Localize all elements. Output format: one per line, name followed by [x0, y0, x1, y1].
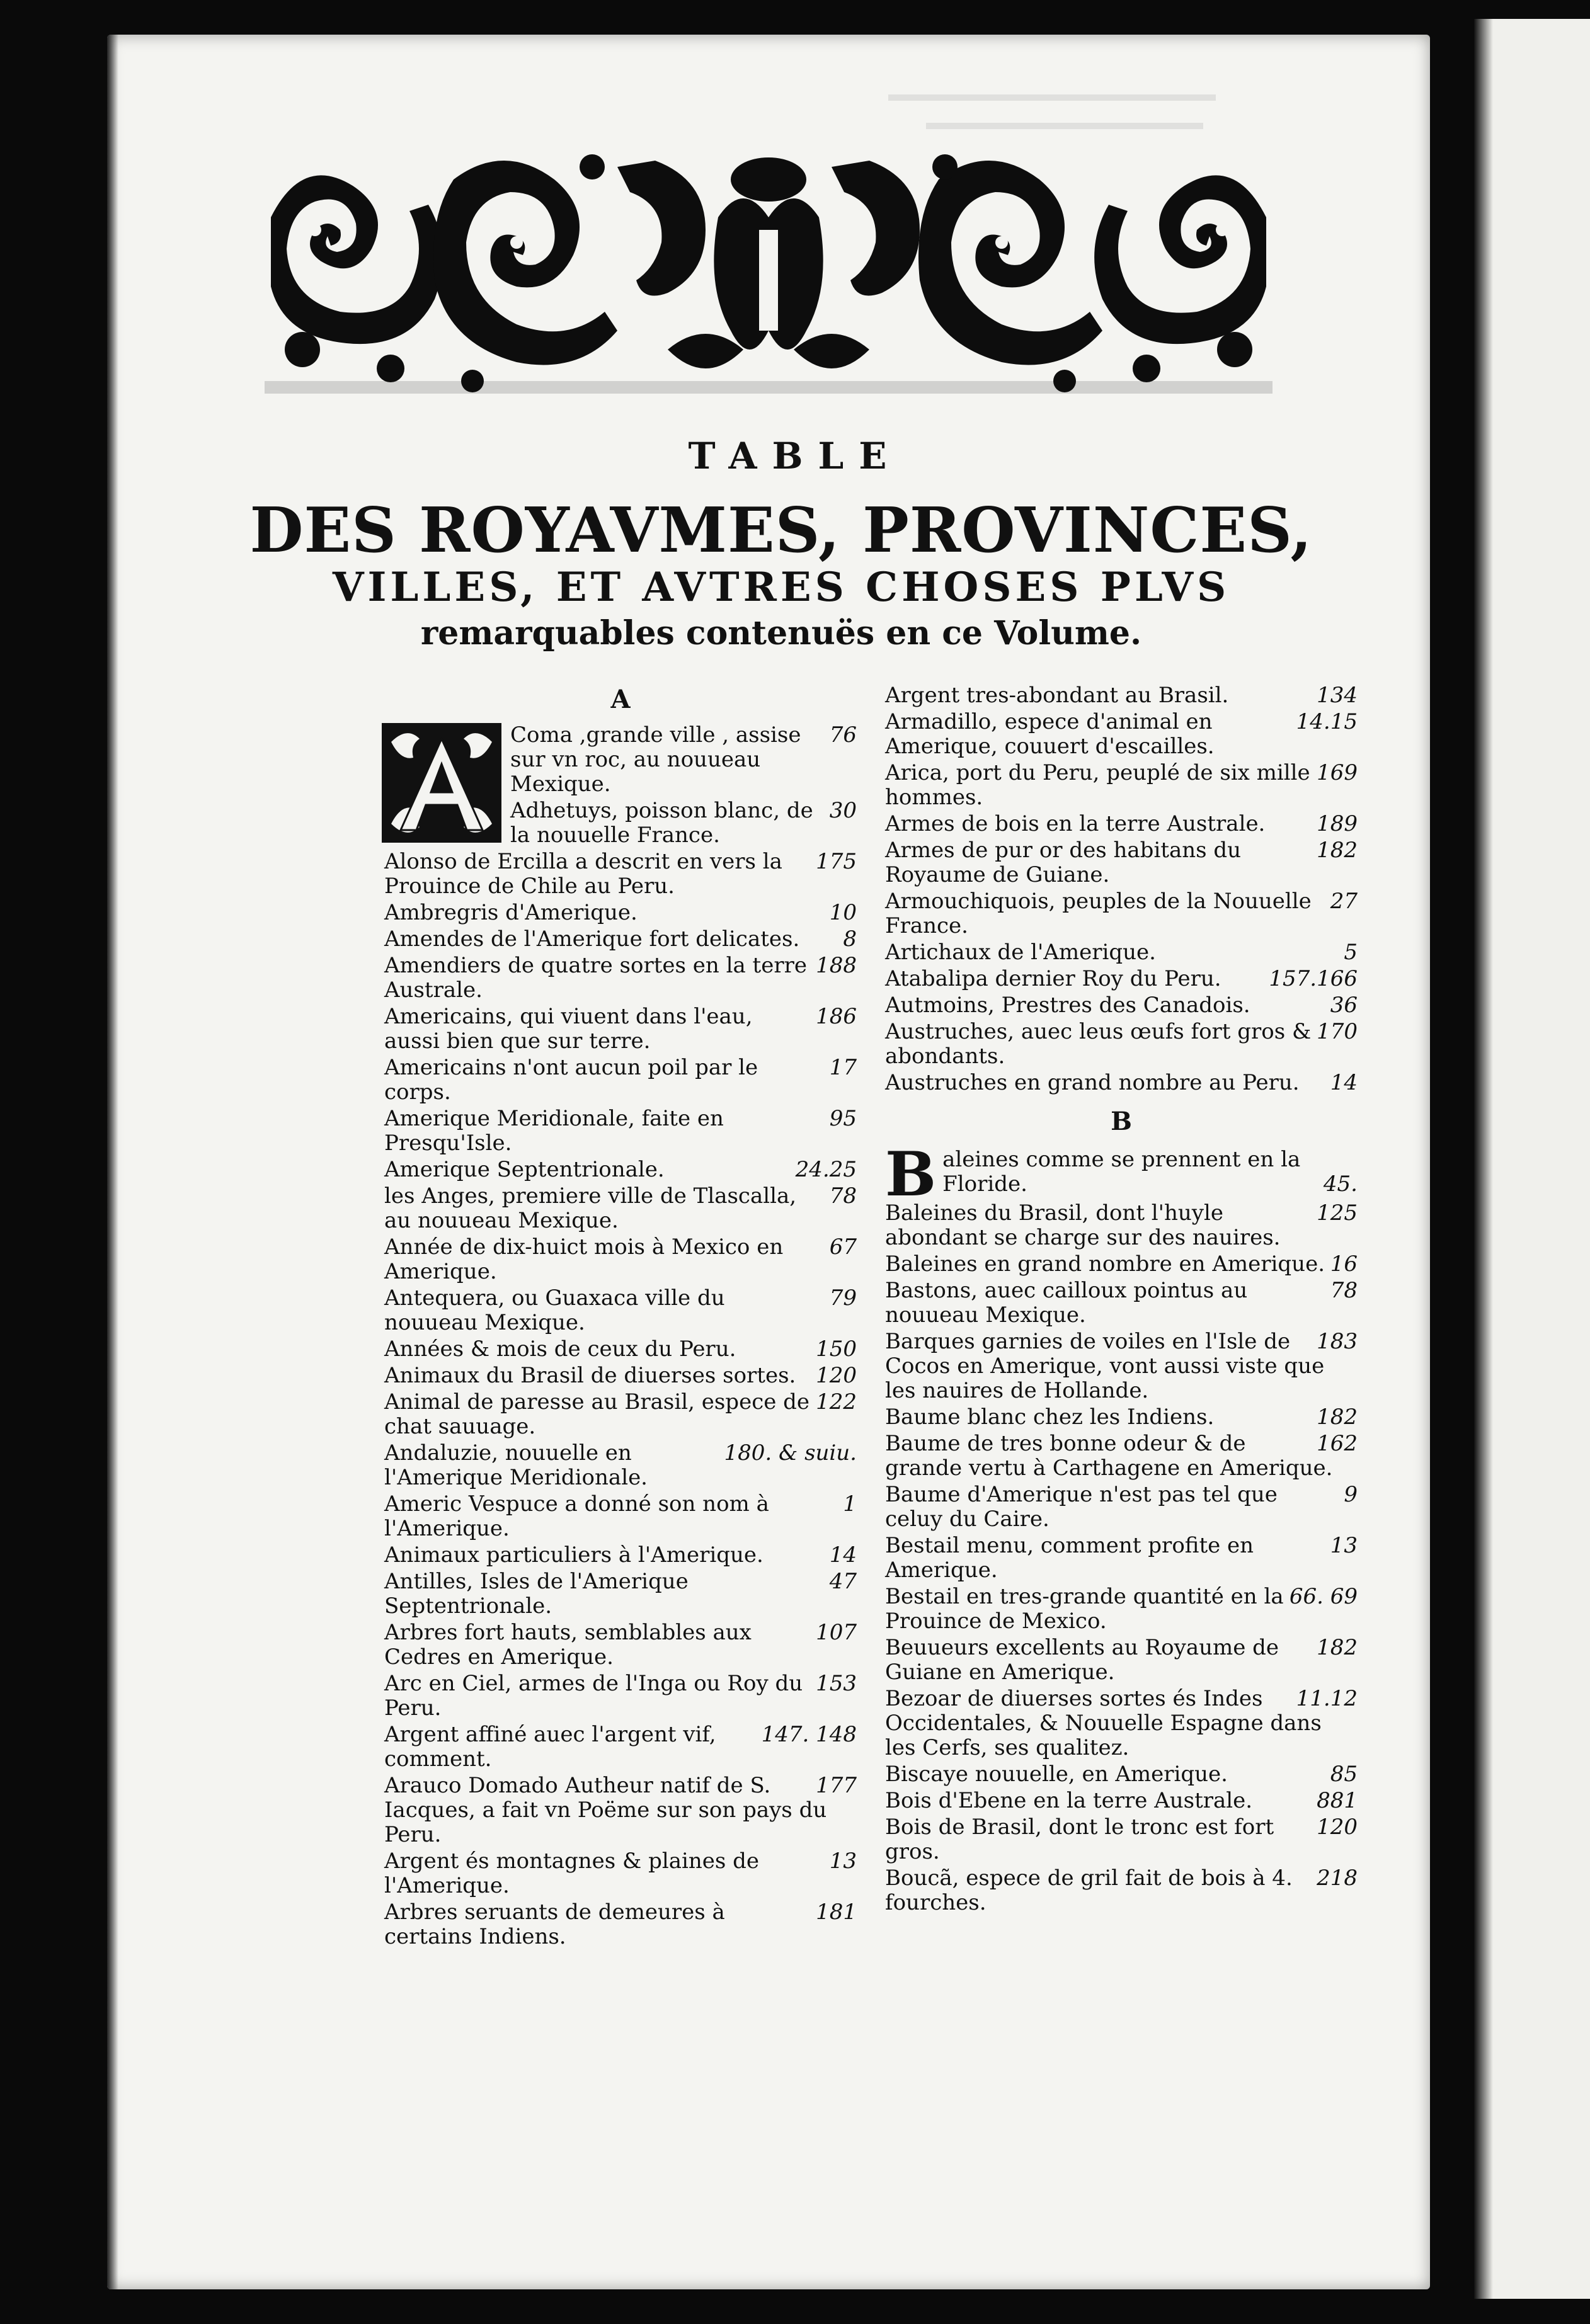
entry-page: 10: [829, 900, 857, 925]
entry-page: 30: [829, 798, 857, 823]
index-entry: [384, 954, 857, 1003]
entry-page: 125: [1317, 1200, 1358, 1226]
entry-page: 182: [1317, 838, 1358, 863]
entry-page: 122: [816, 1389, 857, 1415]
entry-text: Barques garnies de voiles en l'Isle de Cocos en Amerique, vont aussi viste que les nauires de Hollande.: [885, 1329, 1325, 1403]
index-entry: [384, 1621, 857, 1670]
index-entry: [885, 1687, 1358, 1760]
initial-b: B: [885, 1139, 937, 1210]
index-entry: [885, 1762, 1358, 1787]
index-entry: [384, 1849, 857, 1898]
index-column-right: [885, 683, 1358, 1917]
entry-text: Baume blanc chez les Indiens.: [885, 1404, 1215, 1430]
entry-text: Baleines du Brasil, dont l'huyle abondant se charge sur des nauires.: [885, 1200, 1281, 1250]
index-entry: [384, 850, 857, 899]
section-letter-b: B: [1111, 1107, 1132, 1136]
entry-page: 8: [843, 926, 857, 952]
entry-text: Coma ,grande ville , assise sur vn roc, au nouueau Mexique.: [510, 722, 801, 797]
index-entry: [885, 683, 1358, 708]
entry-text: Amerique Meridionale, faite en Presqu'Isle.: [384, 1106, 724, 1156]
section-letter-a: A: [610, 685, 631, 714]
index-entry: [885, 1636, 1358, 1685]
bleed-through-line: [888, 94, 1216, 101]
page-gutter-shadow: [1474, 19, 1493, 2299]
entry-text: Artichaux de l'Amerique.: [885, 940, 1156, 965]
entry-page: 180. & suiu.: [724, 1440, 857, 1466]
index-entry: [885, 889, 1358, 938]
index-entry: [384, 1390, 857, 1439]
entry-text: Ambregris d'Amerique.: [384, 900, 638, 925]
entry-text: les Anges, premiere ville de Tlascalla, au nouueau Mexique.: [384, 1183, 797, 1233]
index-entry: [384, 723, 857, 797]
index-entry: [885, 1866, 1358, 1915]
index-entry: [384, 1107, 857, 1156]
entry-text: Austruches, auec leus œufs fort gros & abondants.: [885, 1019, 1312, 1069]
index-entry: [885, 1432, 1358, 1481]
entry-page: 14: [1330, 1070, 1358, 1095]
entry-page: 11.12: [1296, 1686, 1358, 1711]
index-entry: [885, 1330, 1358, 1403]
entry-text: Armouchiquois, peuples de la Nouuelle France.: [885, 889, 1312, 938]
entry-page: 157.166: [1269, 966, 1358, 991]
index-entry: [384, 1672, 857, 1721]
entry-text: Austruches en grand nombre au Peru.: [885, 1070, 1300, 1095]
entry-text: Amendiers de quatre sortes en la terre Australe.: [384, 953, 807, 1003]
entry-page: 181: [816, 1900, 857, 1925]
index-entry: [384, 1543, 857, 1568]
entry-text: Antilles, Isles de l'Amerique Septentrionale.: [384, 1569, 689, 1619]
entry-text: Baleines en grand nombre en Amerique.: [885, 1251, 1325, 1277]
entry-page: 9: [1344, 1482, 1358, 1507]
table-heading: TABLE: [688, 435, 902, 477]
entry-page: 85: [1330, 1762, 1358, 1787]
entry-page: 188: [816, 953, 857, 978]
entry-text: Adhetuys, poisson blanc, de la nouuelle France.: [510, 798, 813, 848]
entry-text: Americ Vespuce a donné son nom à l'Amerique.: [384, 1491, 769, 1541]
index-entry: [384, 927, 857, 952]
entry-page: 13: [1330, 1533, 1358, 1558]
index-entry: [885, 1405, 1358, 1430]
entry-page: 218: [1317, 1865, 1358, 1891]
title-line-3: remarquables contenuës en ce Volume.: [420, 614, 1142, 652]
entry-page: 189: [1317, 811, 1358, 836]
adjacent-page-edge: [1474, 19, 1590, 2299]
entry-page: 13: [829, 1848, 857, 1874]
index-entry: [384, 1235, 857, 1284]
entry-text: Baume de tres bonne odeur & de grande vertu à Carthagene en Amerique.: [885, 1431, 1333, 1481]
entry-page: 14: [829, 1542, 857, 1568]
entry-page: 47: [829, 1569, 857, 1594]
entry-text: Année de dix-huict mois à Mexico en Amerique.: [384, 1234, 784, 1284]
entry-text: Arbres fort hauts, semblables aux Cedres en Amerique.: [384, 1620, 752, 1670]
entry-text: Arc en Ciel, armes de l'Inga ou Roy du Peru.: [384, 1671, 803, 1721]
entry-text: Andaluzie, nouuelle en l'Amerique Meridionale.: [384, 1440, 648, 1490]
index-entry: [885, 1252, 1358, 1277]
entry-text: Arica, port du Peru, peuplé de six mille hommes.: [885, 760, 1310, 810]
entry-page: 107: [816, 1620, 857, 1645]
index-entry: [384, 1005, 857, 1054]
entry-page: 175: [816, 849, 857, 874]
entry-text: aleines comme se prennent en la Floride.: [942, 1147, 1301, 1197]
entry-page: 67: [829, 1234, 857, 1260]
index-entry: [384, 1569, 857, 1619]
index-entry: [384, 1441, 857, 1490]
index-entry: [384, 1492, 857, 1541]
entry-page: 66. 69: [1289, 1584, 1358, 1609]
entry-text: Argent affiné auec l'argent vif, comment.: [384, 1722, 716, 1772]
index-entry: [885, 761, 1358, 810]
entry-page: 881: [1317, 1788, 1358, 1813]
index-entry: [384, 1286, 857, 1335]
entry-page: 147. 148: [761, 1722, 857, 1747]
entry-page: 170: [1317, 1019, 1358, 1044]
index-entry: [384, 901, 857, 925]
entry-page: 120: [1317, 1814, 1358, 1840]
entry-text: Biscaye nouuelle, en Amerique.: [885, 1762, 1228, 1787]
entry-text: Bezoar de diuerses sortes és Indes Occidentales, & Nouuelle Espagne dans les Cerfs, ses qualitez.: [885, 1686, 1322, 1760]
entry-text: Armes de bois en la terre Australe.: [885, 811, 1266, 836]
index-entry: [885, 1789, 1358, 1813]
entry-page: 183: [1317, 1329, 1358, 1354]
section-b-list: [885, 1201, 1358, 1915]
index-entry: [885, 1534, 1358, 1583]
entry-text: Bois de Brasil, dont le tronc est fort gros.: [885, 1814, 1274, 1864]
bleed-through-line: [926, 123, 1203, 129]
entry-page: 186: [816, 1004, 857, 1029]
index-entry: [384, 1900, 857, 1949]
entry-text: Boucã, espece de gril fait de bois à 4. fourches.: [885, 1865, 1293, 1915]
index-entry: [885, 1815, 1358, 1864]
entry-text: Amendes de l'Amerique fort delicates.: [384, 926, 800, 952]
entry-text: Années & mois de ceux du Peru.: [384, 1336, 736, 1362]
entry-text: Armes de pur or des habitans du Royaume de Guiane.: [885, 838, 1242, 887]
entry-text: Armadillo, espece d'animal en Amerique, couuert d'escailles.: [885, 709, 1215, 759]
index-entry: [885, 1201, 1358, 1250]
section-a-continued-list: [885, 683, 1358, 1095]
entry-text: Amerique Septentrionale.: [384, 1157, 665, 1182]
entry-text: Arauco Domado Autheur natif de S. Iacques, a fait vn Poëme sur son pays du Peru.: [384, 1773, 827, 1847]
entry-text: Autmoins, Prestres des Canadois.: [885, 993, 1250, 1018]
index-entry: [384, 1184, 857, 1233]
entry-page: 24.25: [795, 1157, 857, 1182]
dropcap-block: [384, 723, 857, 1949]
index-entry: [885, 838, 1358, 887]
entry-page: 76: [829, 722, 857, 748]
entry-text: Alonso de Ercilla a descrit en vers la Prouince de Chile au Peru.: [384, 849, 782, 899]
entry-text: Argent tres-abondant au Brasil.: [885, 683, 1229, 708]
entry-text: Americains, qui viuent dans l'eau, aussi bien que sur terre.: [384, 1004, 753, 1054]
index-entry: [885, 1279, 1358, 1328]
index-entry: [885, 812, 1358, 836]
entry-text: Bois d'Ebene en la terre Australe.: [885, 1788, 1253, 1813]
floral-ornament-icon: [265, 142, 1273, 394]
entry-page: 5: [1344, 940, 1358, 965]
entry-page: 182: [1317, 1404, 1358, 1430]
entry-text: Animal de paresse au Brasil, espece de chat sauuage.: [384, 1389, 810, 1439]
index-entry: [885, 993, 1358, 1018]
entry-page: 134: [1317, 683, 1358, 708]
index-entry: [885, 940, 1358, 965]
index-entry: [885, 710, 1358, 759]
index-entry: [384, 1723, 857, 1772]
index-entry: [885, 1483, 1358, 1532]
index-entry: [384, 1364, 857, 1388]
entry-page: 169: [1317, 760, 1358, 785]
entry-page: 162: [1317, 1431, 1358, 1456]
entry-text: Bestail menu, comment profite en Amerique.: [885, 1533, 1254, 1583]
entry-page: 45.: [1323, 1171, 1358, 1197]
index-entry: [885, 1020, 1358, 1069]
index-entry: [885, 967, 1358, 991]
index-entry: [885, 1139, 1358, 1210]
section-a-list: [384, 723, 857, 1949]
index-entry: [384, 1774, 857, 1847]
entry-page: 120: [816, 1363, 857, 1388]
entry-text: Arbres seruants de demeures à certains Indiens.: [384, 1900, 725, 1949]
title-line-1: DES ROYAVMES, PROVINCES,: [249, 494, 1313, 567]
entry-page: 153: [816, 1671, 857, 1696]
index-entry: [885, 1585, 1358, 1634]
entry-page: 1: [843, 1491, 857, 1517]
entry-text: Americains n'ont aucun poil par le corps.: [384, 1055, 758, 1105]
index-entry: [384, 1056, 857, 1105]
entry-page: 95: [829, 1106, 857, 1131]
entry-text: Atabalipa dernier Roy du Peru.: [885, 966, 1221, 991]
entry-page: 14.15: [1296, 709, 1358, 734]
entry-page: 150: [816, 1336, 857, 1362]
entry-text: Animaux du Brasil de diuerses sortes.: [384, 1363, 796, 1388]
entry-page: 177: [816, 1773, 857, 1798]
entry-page: 36: [1330, 993, 1358, 1018]
index-entry: [885, 1071, 1358, 1095]
entry-page: 16: [1330, 1251, 1358, 1277]
title-line-2: VILLES, ET AVTRES CHOSES PLVS: [332, 564, 1230, 611]
entry-text: Animaux particuliers à l'Amerique.: [384, 1542, 764, 1568]
entry-text: Bestail en tres-grande quantité en la Prouince de Mexico.: [885, 1584, 1284, 1634]
entry-page: 27: [1330, 889, 1358, 914]
entry-page: 79: [829, 1285, 857, 1311]
entry-text: Bastons, auec cailloux pointus au nouueau Mexique.: [885, 1278, 1248, 1328]
entry-page: 182: [1317, 1635, 1358, 1660]
index-entry: [384, 1337, 857, 1362]
entry-text: Argent és montagnes & plaines de l'Amerique.: [384, 1848, 760, 1898]
entry-page: 17: [829, 1055, 857, 1080]
index-entry: [384, 1158, 857, 1182]
entry-text: Beuueurs excellents au Royaume de Guiane en Amerique.: [885, 1635, 1279, 1685]
entry-page: 78: [829, 1183, 857, 1209]
entry-page: 78: [1330, 1278, 1358, 1303]
entry-text: Antequera, ou Guaxaca ville du nouueau Mexique.: [384, 1285, 725, 1335]
index-entry: [384, 799, 857, 848]
index-column-left: [384, 683, 857, 1951]
entry-text: Baume d'Amerique n'est pas tel que celuy du Caire.: [885, 1482, 1278, 1532]
